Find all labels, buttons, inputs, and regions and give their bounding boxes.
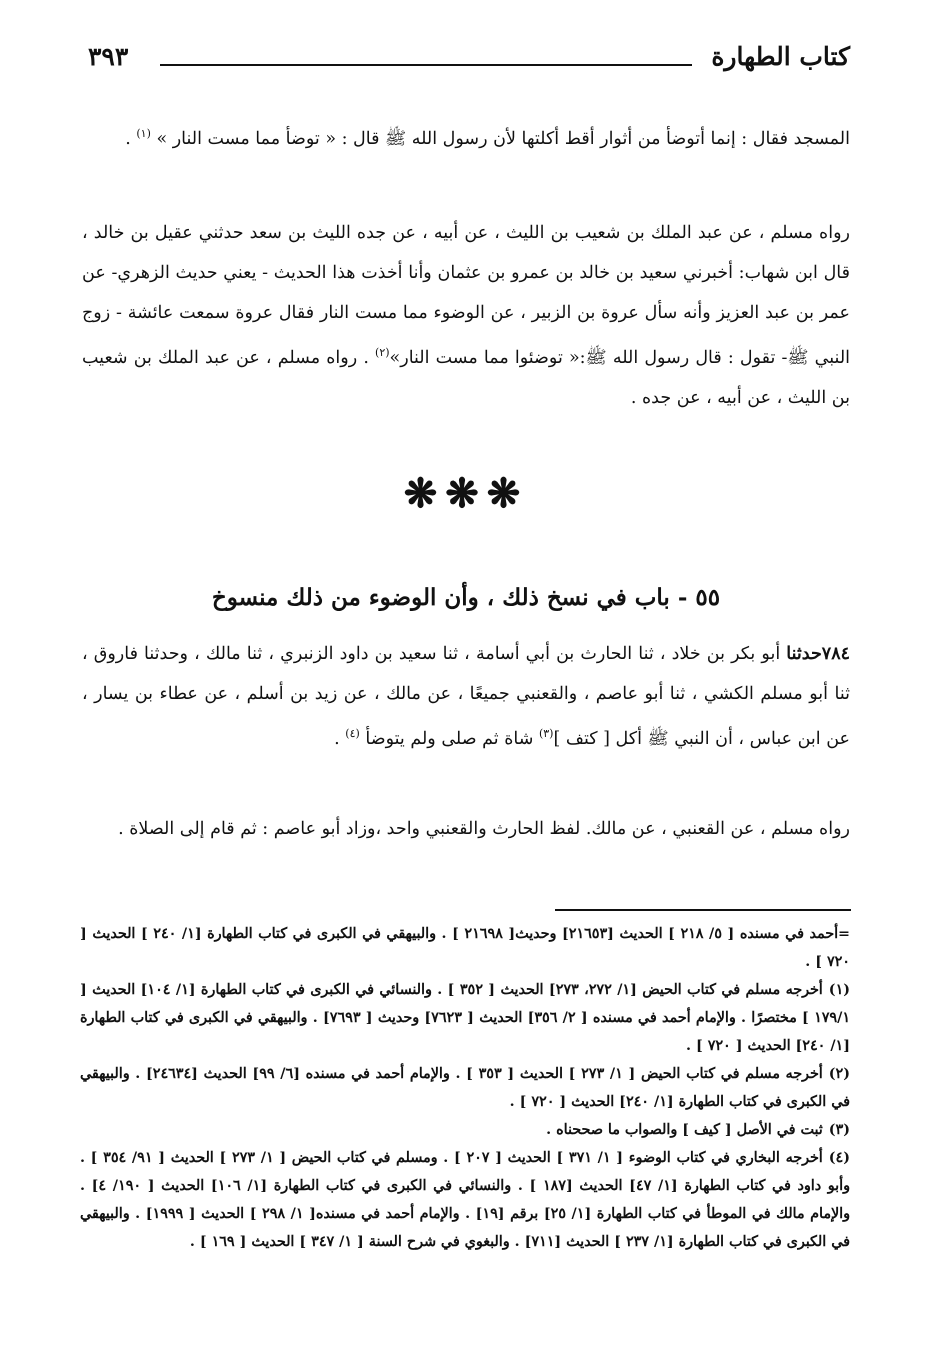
footnote-ref: (٢) <box>375 346 390 359</box>
paragraph-2-text: رواه مسلم ، عن عبد الملك بن شعيب بن الليث ، عن أبيه ، عن جده الليث بن سعد حدثني عقيل بن خالد ، قال ابن شهاب: أخبرني سعيد بن خالد بن عمرو بن عثمان وأنا أخذت هذا الحديث - يعني حديث الزهري- عن عمر بن عبد العزيز وأنه سأل عروة بن الزبير ، عن الوضوء مما مست النار فقال عروة سمعت عائشة - زوج النبي ﷺ- تقول : قال رسول الله ﷺ:« توضئوا مما مست النار» <box>82 223 851 368</box>
footnote-3 <box>80 1116 850 1144</box>
footnote-marker: (٤) <box>828 1150 850 1166</box>
footnotes <box>80 920 850 1256</box>
footnote-4 <box>80 1144 850 1256</box>
running-header-title: كتاب الطهارة <box>711 42 850 71</box>
footnote-2 <box>80 1060 850 1116</box>
footnote-text: ثبت في الأصل [ كيف ] والصواب ما صححناه . <box>546 1122 823 1138</box>
paragraph-1-text: المسجد فقال : إنما أتوضأ من أثوار أقط أكلتها لأن رسول الله ﷺ قال : « توضأ مما مست النار » <box>150 128 850 149</box>
hadith-number: ٧٨٤ <box>821 644 850 664</box>
footnote-ref: (١) <box>136 127 151 140</box>
footnote-ref: (٤) <box>345 727 360 740</box>
footnote-ref: (٣) <box>538 727 554 740</box>
footnote-marker: (٣) <box>828 1122 850 1138</box>
paragraph-2 <box>82 213 850 418</box>
hadith-end: . <box>334 728 346 749</box>
footnote-text: أخرجه مسلم في كتاب الحيض [ ١/ ٢٧٣ ] الحديث [ ٣٥٣ ] . والإمام أحمد في مسنده [٦/ ٩٩] الحديث [٢٤٦٣٤] . والبيهقي في الكبرى في كتاب الطهارة [١/ ٢٤٠] الحديث [ ٧٢٠ ] . <box>80 1066 850 1110</box>
paragraph-3 <box>82 809 850 849</box>
header-rule <box>160 64 692 66</box>
footnote-marker: (١) <box>828 982 851 998</box>
footnote-rule <box>555 909 851 911</box>
footnote-1 <box>80 976 850 1060</box>
footnote-text: أخرجه البخاري في كتاب الوضوء [ ١/ ٣٧١ ] الحديث [ ٢٠٧ ] . ومسلم في كتاب الحيض [ ١/ ٢٧٣ ] الحديث [ ٩١/ ٣٥٤ ] . وأبو داود في كتاب الطهارة [١/ ٤٧] الحديث [١٨٧ ] . والنسائي في الكبرى في كتاب الطهارة [١/ ١٠٦] الحديث [ ١٩٠/ ٤] . والإمام مالك في الموطأ في كتاب الطهارة [١/ ٢٥] برقم [١٩] . والإمام أحمد في مسنده[ ١/ ٢٩٨ ] الحديث [ ١٩٩٩] . والبيهقي في الكبرى في كتاب الطهارة [١/ ٢٣٧ ] الحديث [٧١١] . والبغوي في شرح السنة [ ١/ ٣٤٧ ] الحديث [ ١٦٩ ] . <box>80 1150 851 1250</box>
paragraph-3-text: رواه مسلم ، عن القعنبي ، عن مالك. لفظ الحارث والقعنبي واحد ،وزاد أبو عاصم : ثم قام إلى الصلاة . <box>118 819 850 839</box>
hadith-784 <box>82 634 850 759</box>
paragraph-1-end: . <box>125 128 137 149</box>
hadith-lead-word: حدثنا <box>786 644 822 664</box>
footnote-marker: (٢) <box>828 1066 850 1082</box>
paragraph-1 <box>82 114 850 159</box>
section-separator: ❋❋❋ <box>403 470 529 517</box>
footnote-text: =أحمد في مسنده [ ٥/ ٢١٨ ] الحديث [٢١٦٥٣] وحديث[ ٢١٦٩٨ ] . والبيهقي في الكبرى في كتاب الطهارة [١/ ٢٤٠ ] الحديث [ ٧٢٠ ] . <box>80 926 851 970</box>
chapter-heading: ٥٥ - باب في نسخ ذلك ، وأن الوضوء من ذلك منسوخ <box>211 584 721 611</box>
footnote-continued <box>80 920 850 976</box>
hadith-text-1: أبو بكر بن خلاد ، ثنا الحارث بن أبي أسامة ، ثنا سعيد بن داود الزنبري ، ثنا مالك ، وحدثنا فاروق ، ثنا أبو مسلم الكشي ، ثنا أبو عاصم ، والقعنبي جميعًا ، عن مالك ، عن زيد بن أسلم ، عن عطاء بن يسار ، عن ابن عباس ، أن النبي ﷺ أكل [ كتف ] <box>82 644 850 749</box>
footnote-text: أخرجه مسلم في كتاب الحيض [١/ ٢٧٢، ٢٧٣] الحديث [ ٣٥٢ ] . والنسائي في الكبرى في كتاب الطهارة [١/ ١٠٤] الحديث [ ١٧٩/١ ] مختصرًا . والإمام أحمد في مسنده [ ٢/ ٣٥٦] الحديث [ ٧٦٢٣] وحديث [ ٧٦٩٣] . والبيهقي في الكبرى في كتاب الطهارة [١/ ٢٤٠] الحديث [ ٧٢٠ ] . <box>80 982 851 1054</box>
paragraph-2-end: . رواه مسلم ، عن عبد الملك بن شعيب بن الليث ، عن أبيه ، عن جده . <box>82 347 850 408</box>
hadith-text-2: شاة ثم صلى ولم يتوضأ <box>359 728 539 749</box>
page-number: ٣٩٣ <box>88 42 129 71</box>
